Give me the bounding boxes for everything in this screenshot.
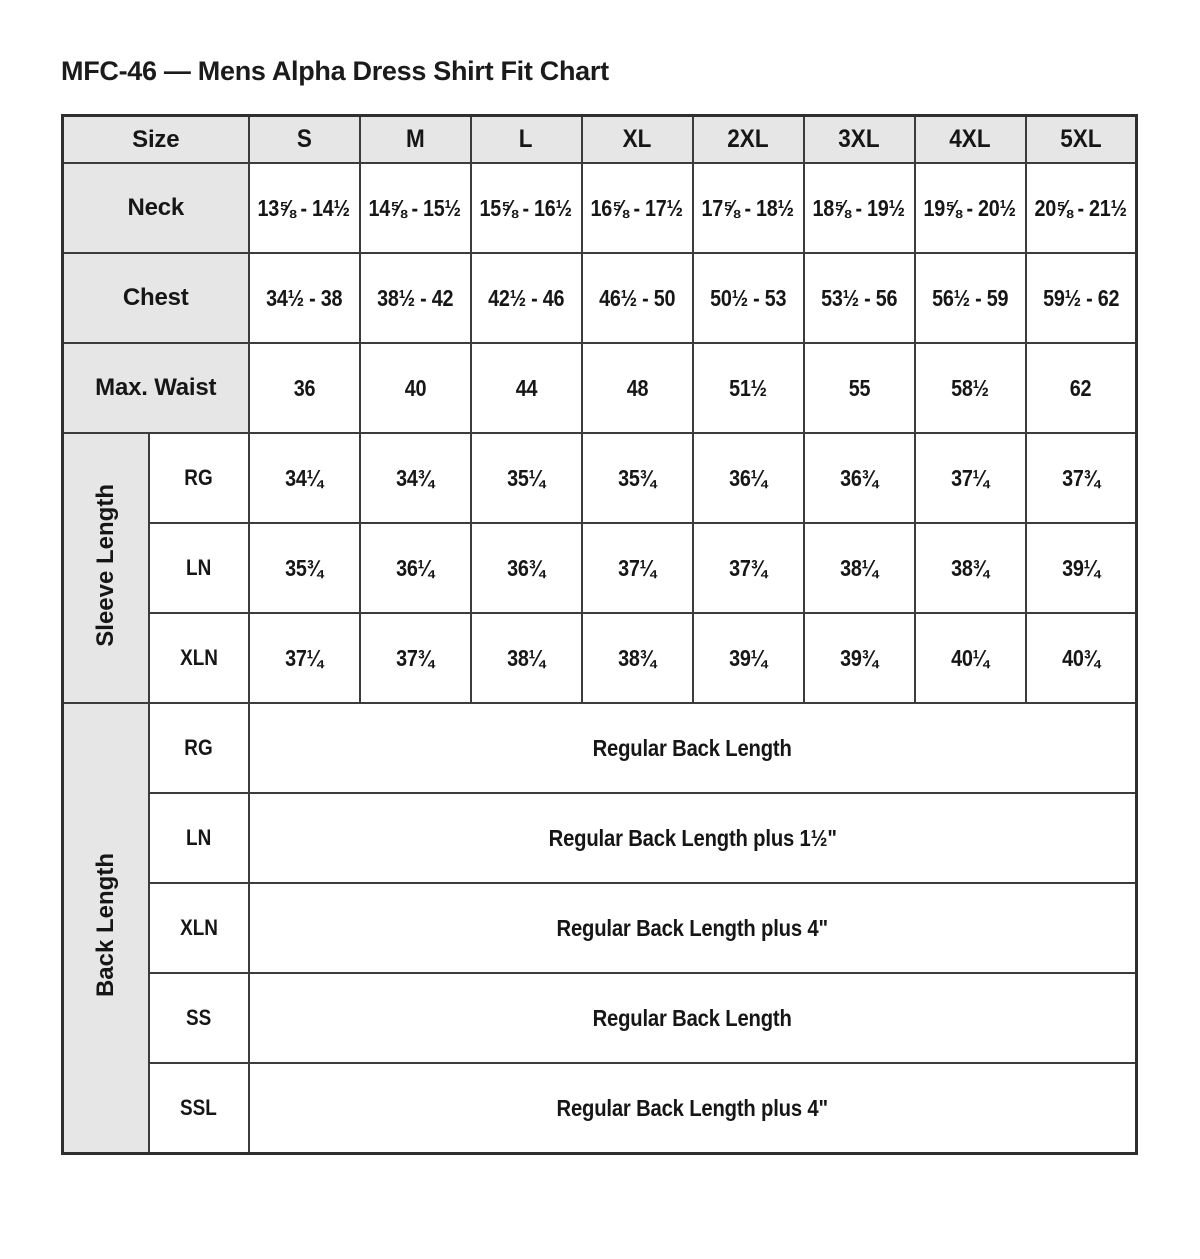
sleeve-ln-value-cell (1026, 523, 1137, 613)
neck-label-cell (63, 163, 249, 253)
back-xln-code-cell (149, 883, 249, 973)
back-xln-description: Regular Back Length plus 4" (556, 914, 828, 941)
sleeve-xln-value: 37¾ (396, 644, 434, 671)
back-ssl-code-cell (149, 1063, 249, 1154)
chest-value-cell (693, 253, 804, 343)
chest-value-cell (360, 253, 471, 343)
sleeve-ln-value: 38¾ (951, 554, 989, 581)
max-waist-value-cell (471, 343, 582, 433)
chest-value: 56½ - 59 (931, 284, 1009, 311)
fit-chart-table (61, 114, 1138, 1155)
sleeve-rg-value: 37¼ (951, 464, 989, 491)
sleeve-xln-value-cell (915, 613, 1026, 703)
size-header-row (63, 116, 1137, 164)
back-length-group-cell (63, 703, 149, 1154)
neck-value: 18⅝ - 19½ (812, 194, 906, 221)
max-waist-value-cell (804, 343, 915, 433)
back-ss-description: Regular Back Length (592, 1004, 792, 1031)
back-ln-code-cell (149, 793, 249, 883)
sleeve-ln-value-cell (915, 523, 1026, 613)
chest-label: Chest (122, 284, 189, 311)
sleeve-xln-value-cell (360, 613, 471, 703)
back-ssl-description-cell (249, 1063, 1137, 1154)
sleeve-rg-value-cell (360, 433, 471, 523)
sleeve-xln-value: 39¼ (729, 644, 767, 671)
sleeve-rg-code: RG (184, 465, 213, 490)
chest-value: 34½ - 38 (265, 284, 343, 311)
back-length-group-label: Back Length (91, 853, 119, 998)
back-ss-code: SS (185, 1005, 212, 1030)
sleeve-xln-row (63, 613, 1137, 703)
max-waist-value: 58½ (951, 374, 989, 401)
sleeve-rg-value-cell (471, 433, 582, 523)
back-xln-row (63, 883, 1137, 973)
back-ln-description: Regular Back Length plus 1½" (548, 824, 837, 851)
sleeve-rg-value: 34¼ (285, 464, 323, 491)
chest-value-cell (1026, 253, 1137, 343)
sleeve-ln-value: 38¼ (840, 554, 878, 581)
size-col-header-4xl (915, 116, 1026, 164)
sleeve-xln-value: 40¼ (951, 644, 989, 671)
size-col-header-3xl-text: 3XL (838, 125, 880, 153)
sleeve-rg-row (63, 433, 1137, 523)
chest-value-cell (471, 253, 582, 343)
sleeve-ln-value: 35¾ (285, 554, 323, 581)
back-ssl-description: Regular Back Length plus 4" (556, 1094, 828, 1121)
max-waist-value-cell (582, 343, 693, 433)
max-waist-label: Max. Waist (95, 374, 217, 401)
chest-value: 59½ - 62 (1042, 284, 1119, 311)
max-waist-value-cell (915, 343, 1026, 433)
sleeve-length-group-cell (63, 433, 149, 703)
back-ssl-row (63, 1063, 1137, 1154)
size-col-header-4xl-text: 4XL (949, 125, 991, 153)
size-header-cell (63, 116, 249, 164)
sleeve-xln-value-cell (1026, 613, 1137, 703)
sleeve-ln-value-cell (804, 523, 915, 613)
sleeve-rg-value-cell (693, 433, 804, 523)
sleeve-rg-value: 37¾ (1061, 464, 1100, 491)
neck-value-cell (471, 163, 582, 253)
size-col-header-xl-text: XL (622, 125, 652, 153)
sleeve-ln-code-cell (149, 523, 249, 613)
neck-value: 15⅝ - 16½ (479, 194, 573, 221)
chest-value: 42½ - 46 (487, 284, 565, 311)
sleeve-xln-value: 39¾ (840, 644, 878, 671)
chest-value-cell (249, 253, 360, 343)
back-ln-row (63, 793, 1137, 883)
neck-value-cell (915, 163, 1026, 253)
neck-value-cell (360, 163, 471, 253)
sleeve-ln-value: 37¼ (618, 554, 656, 581)
chest-row (63, 253, 1137, 343)
sleeve-xln-code-cell (149, 613, 249, 703)
max-waist-value: 62 (1070, 374, 1092, 401)
back-ss-code-cell (149, 973, 249, 1063)
sleeve-rg-value: 34¾ (396, 464, 434, 491)
neck-value: 17⅝ - 18½ (701, 194, 795, 221)
sleeve-ln-value: 36¼ (396, 554, 434, 581)
sleeve-ln-value-cell (582, 523, 693, 613)
chest-value: 53½ - 56 (820, 284, 898, 311)
sleeve-ln-value: 36¾ (507, 554, 545, 581)
sleeve-rg-value-cell (582, 433, 693, 523)
max-waist-value-cell (360, 343, 471, 433)
max-waist-value: 44 (515, 374, 537, 401)
sleeve-rg-value-cell (915, 433, 1026, 523)
sleeve-ln-value-cell (360, 523, 471, 613)
max-waist-value-cell (693, 343, 804, 433)
neck-value-cell (693, 163, 804, 253)
sleeve-xln-value-cell (582, 613, 693, 703)
back-ln-code: LN (185, 825, 212, 850)
size-col-header-5xl (1026, 116, 1137, 164)
back-xln-code: XLN (179, 915, 218, 940)
neck-value-cell (804, 163, 915, 253)
size-col-header-2xl-text: 2XL (727, 125, 769, 153)
chest-value: 38½ - 42 (376, 284, 454, 311)
sleeve-ln-value-cell (471, 523, 582, 613)
back-ss-row (63, 973, 1137, 1063)
sleeve-xln-value-cell (804, 613, 915, 703)
sleeve-xln-value: 40¾ (1061, 644, 1100, 671)
sleeve-xln-value: 37¼ (285, 644, 323, 671)
neck-row (63, 163, 1137, 253)
size-col-header-l (471, 116, 582, 164)
sleeve-xln-value-cell (693, 613, 804, 703)
sleeve-ln-value-cell (693, 523, 804, 613)
sleeve-rg-value-cell (804, 433, 915, 523)
sleeve-rg-code-cell (149, 433, 249, 523)
chest-value-cell (582, 253, 693, 343)
neck-value: 19⅝ - 20½ (923, 194, 1017, 221)
chest-value: 50½ - 53 (709, 284, 787, 311)
neck-label: Neck (127, 194, 185, 221)
max-waist-value: 55 (848, 374, 870, 401)
neck-value: 14⅝ - 15½ (368, 194, 462, 221)
max-waist-value: 48 (626, 374, 648, 401)
size-col-header-m (360, 116, 471, 164)
size-col-header-s (249, 116, 360, 164)
sleeve-xln-value-cell (471, 613, 582, 703)
page-title: MFC-46 — Mens Alpha Dress Shirt Fit Chart (61, 56, 609, 86)
sleeve-ln-value-cell (249, 523, 360, 613)
back-rg-row (63, 703, 1137, 793)
neck-value: 20⅝ - 21½ (1034, 194, 1127, 221)
neck-value-cell (249, 163, 360, 253)
neck-value-cell (1026, 163, 1137, 253)
sleeve-rg-value: 35¾ (618, 464, 656, 491)
size-header-label: Size (132, 125, 180, 153)
max-waist-value: 36 (293, 374, 315, 401)
size-col-header-2xl (693, 116, 804, 164)
max-waist-value: 40 (404, 374, 426, 401)
size-col-header-3xl (804, 116, 915, 164)
back-ss-description-cell (249, 973, 1137, 1063)
sleeve-rg-value: 36¼ (729, 464, 767, 491)
chest-value-cell (804, 253, 915, 343)
back-rg-description-cell (249, 703, 1137, 793)
chest-value-cell (915, 253, 1026, 343)
sleeve-xln-value: 38¼ (507, 644, 545, 671)
sleeve-ln-row (63, 523, 1137, 613)
max-waist-value: 51½ (729, 374, 767, 401)
max-waist-value-cell (1026, 343, 1137, 433)
back-xln-description-cell (249, 883, 1137, 973)
chest-label-cell (63, 253, 249, 343)
back-rg-code: RG (184, 735, 213, 760)
back-rg-code-cell (149, 703, 249, 793)
max-waist-label-cell (63, 343, 249, 433)
size-col-header-m-text: M (405, 125, 425, 153)
sleeve-rg-value: 35¼ (507, 464, 545, 491)
size-col-header-s-text: S (296, 125, 312, 153)
sleeve-rg-value-cell (1026, 433, 1137, 523)
sleeve-xln-value-cell (249, 613, 360, 703)
size-col-header-l-text: L (519, 125, 533, 153)
sleeve-xln-value: 38¾ (618, 644, 656, 671)
max-waist-value-cell (249, 343, 360, 433)
sleeve-length-group-label: Sleeve Length (91, 484, 119, 647)
sleeve-ln-code: LN (185, 555, 212, 580)
neck-value: 16⅝ - 17½ (590, 194, 684, 221)
back-ssl-code: SSL (180, 1095, 217, 1120)
size-col-header-5xl-text: 5XL (1060, 125, 1102, 153)
size-col-header-xl (582, 116, 693, 164)
back-rg-description: Regular Back Length (592, 734, 792, 761)
neck-value: 13⅝ - 14½ (257, 194, 351, 221)
sleeve-xln-code: XLN (179, 645, 218, 670)
sleeve-ln-value: 39¼ (1061, 554, 1100, 581)
sleeve-ln-value: 37¾ (729, 554, 767, 581)
chest-value: 46½ - 50 (598, 284, 676, 311)
back-ln-description-cell (249, 793, 1137, 883)
max-waist-row (63, 343, 1137, 433)
sleeve-rg-value: 36¾ (840, 464, 878, 491)
neck-value-cell (582, 163, 693, 253)
sleeve-rg-value-cell (249, 433, 360, 523)
